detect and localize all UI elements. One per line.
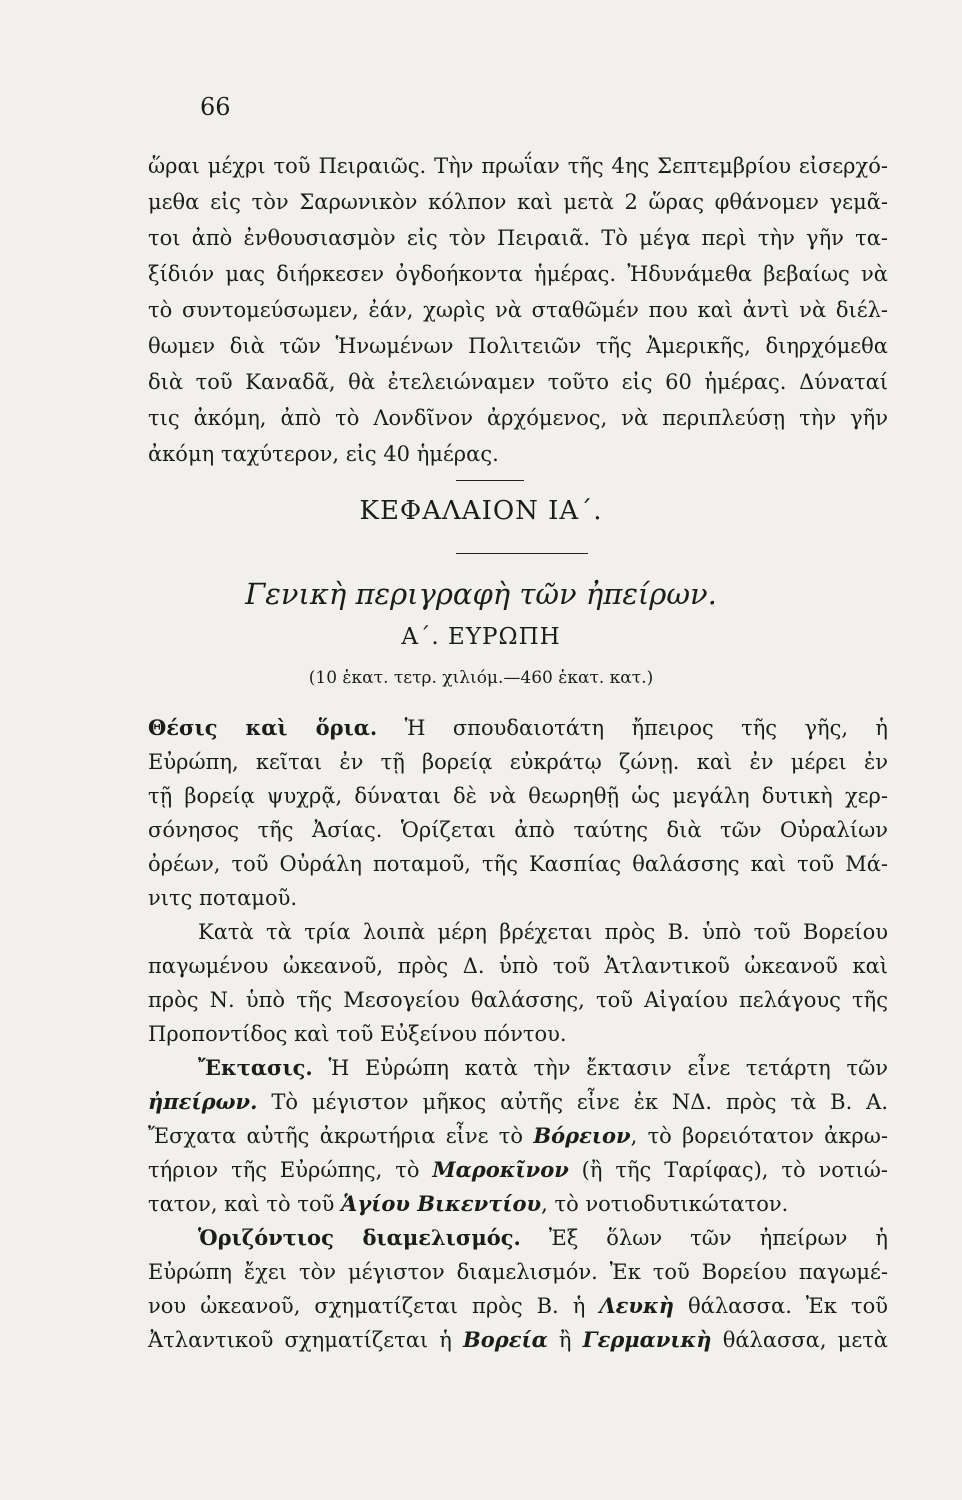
section-measure: (10 ἑκατ. τετρ. χιλιόμ.—460 ἑκατ. κατ.) <box>308 668 654 688</box>
text-line <box>148 1154 888 1186</box>
text-line <box>148 1324 888 1356</box>
text-line: διὰ τοῦ Καναδᾶ, θὰ ἐτελειώναμεν τοῦτο εἰς 60 ἡμέρας. Δύναταί <box>148 370 888 394</box>
page-number: 66 <box>200 93 231 121</box>
text-line: νιτς ποταμοῦ. <box>148 886 298 910</box>
text-line: παγωμένου ὠκεανοῦ, πρὸς Δ. ὑπὸ τοῦ Ἀτλαντικοῦ ὠκεανοῦ καὶ <box>148 954 888 978</box>
text-run: θάλασσα. Ἐκ τοῦ <box>674 1294 888 1318</box>
text-run: , τὸ βορειότατον ἀκρω- <box>630 1124 888 1148</box>
text-line <box>148 1188 888 1220</box>
text-run: (ἢ τῆς Ταρίφας), τὸ νοτιώ- <box>568 1158 888 1182</box>
text-line <box>198 1222 888 1254</box>
text-line <box>198 1052 888 1084</box>
text-line: ἀκόμη ταχύτερον, εἰς 40 ἡμέρας. <box>148 442 499 466</box>
chapter-title: Γενικὴ περιγραφὴ τῶν ἠπείρων. <box>245 577 717 611</box>
paragraph-heading: Ἔκτασις. <box>198 1055 313 1080</box>
text-run: Τὸ μέγιστον μῆκος αὐτῆς εἶνε ἐκ ΝΔ. πρὸς τὰ Β. Α. <box>257 1090 888 1114</box>
text-line: τοι ἀπὸ ἐνθουσιασμὸν εἰς τὸν Πειραιᾶ. Τὸ μέγα περὶ τὴν γῆν τα- <box>148 226 888 250</box>
text-line: Εὐρώπη, κεῖται ἐν τῇ βορείᾳ εὐκράτῳ ζώνῃ. καὶ ἐν μέρει ἐν <box>148 750 888 774</box>
text-line: πρὸς Ν. ὑπὸ τῆς Μεσογείου θαλάσσης, τοῦ Αἰγαίου πελάγους τῆς <box>148 988 888 1012</box>
text-line: σόνησος τῆς Ἀσίας. Ὁρίζεται ἀπὸ ταύτης διὰ τῶν Οὐραλίων <box>148 818 888 842</box>
emphasis-text: Ἁγίου Βικεντίου <box>341 1191 542 1216</box>
text-run: Ἐξ ὅλων τῶν ἠπείρων ἡ <box>520 1226 888 1250</box>
text-line: τὸ συντομεύσωμεν, ἐάν, χωρὶς νὰ σταθῶμέν που καὶ ἀντὶ νὰ διέλ- <box>148 298 888 322</box>
text-run: τήριον τῆς Εὐρώπης, τὸ <box>148 1158 433 1182</box>
text-line <box>148 1086 888 1118</box>
divider-rule <box>456 480 524 481</box>
text-run: τατον, καὶ τὸ τοῦ <box>148 1192 342 1216</box>
emphasis-text: Βορεία <box>463 1327 548 1352</box>
emphasis-text: Λευκὴ <box>599 1293 674 1318</box>
divider-rule <box>456 553 588 554</box>
text-line <box>148 712 888 744</box>
text-line <box>148 1290 888 1322</box>
emphasis-text: ἠπείρων. <box>148 1089 258 1114</box>
text-line: τῇ βορείᾳ ψυχρᾷ, δύναται δὲ νὰ θεωρηθῇ ὡς μεγάλη δυτικὴ χερ- <box>148 784 888 808</box>
text-line <box>148 1120 888 1152</box>
text-run: Ἡ σπουδαιοτάτη ἤπειρος τῆς γῆς, ἡ <box>377 716 888 740</box>
emphasis-text: Μαροκῖνον <box>432 1157 569 1182</box>
text-line: Κατὰ τὰ τρία λοιπὰ μέρη βρέχεται πρὸς Β. ὑπὸ τοῦ Βορείου <box>198 920 888 944</box>
paragraph-heading: Ὁριζόντιος διαμελισμός. <box>198 1225 521 1250</box>
emphasis-text: Γερμανικὴ <box>582 1327 712 1352</box>
text-run: ἢ <box>547 1328 583 1352</box>
text-run: , τὸ νοτιοδυτικώτατον. <box>541 1192 789 1216</box>
section-heading: Α΄. ΕΥΡΩΠΗ <box>401 624 561 650</box>
text-line: ὀρέων, τοῦ Οὐράλη ποταμοῦ, τῆς Κασπίας θαλάσσης καὶ τοῦ Μά- <box>148 852 888 876</box>
text-run: Ἀτλαντικοῦ σχηματίζεται ἡ <box>148 1328 463 1352</box>
text-line: θωμεν διὰ τῶν Ἡνωμένων Πολιτειῶν τῆς Ἀμερικῆς, διηρχόμεθα <box>148 334 888 358</box>
paragraph-heading: Θέσις καὶ ὅρια. <box>148 715 378 740</box>
text-line: μεθα εἰς τὸν Σαρωνικὸν κόλπον καὶ μετὰ 2 ὥρας φθάνομεν γεμᾶ- <box>148 190 888 214</box>
emphasis-text: Βόρειον <box>533 1123 631 1148</box>
text-line: τις ἀκόμη, ἀπὸ τὸ Λονδῖνον ἀρχόμενος, νὰ περιπλεύσῃ τὴν γῆν <box>148 406 888 430</box>
chapter-heading: ΚΕΦΑΛΑΙΟΝ ΙΑ΄. <box>359 496 603 526</box>
text-run: θάλασσα, μετὰ <box>711 1328 888 1352</box>
text-run: Ἡ Εὐρώπη κατὰ τὴν ἔκτασιν εἶνε τετάρτη τῶν <box>312 1056 888 1080</box>
text-line: Εὐρώπη ἔχει τὸν μέγιστον διαμελισμόν. Ἐκ τοῦ Βορείου παγωμέ- <box>148 1260 888 1284</box>
text-run: Ἔσχατα αὐτῆς ἀκρωτήρια εἶνε τὸ <box>148 1124 534 1148</box>
text-line: ξίδιόν μας διήρκεσεν ὀγδοήκοντα ἡμέρας. Ἠδυνάμεθα βεβαίως νὰ <box>148 262 888 286</box>
text-run: νου ὠκεανοῦ, σχηματίζεται πρὸς Β. ἡ <box>148 1294 600 1318</box>
text-line: ὥραι μέχρι τοῦ Πειραιῶς. Τὴν πρωΐαν τῆς 4ης Σεπτεμβρίου εἰσερχό- <box>148 154 888 178</box>
text-line: Προποντίδος καὶ τοῦ Εὐξείνου πόντου. <box>148 1022 567 1046</box>
